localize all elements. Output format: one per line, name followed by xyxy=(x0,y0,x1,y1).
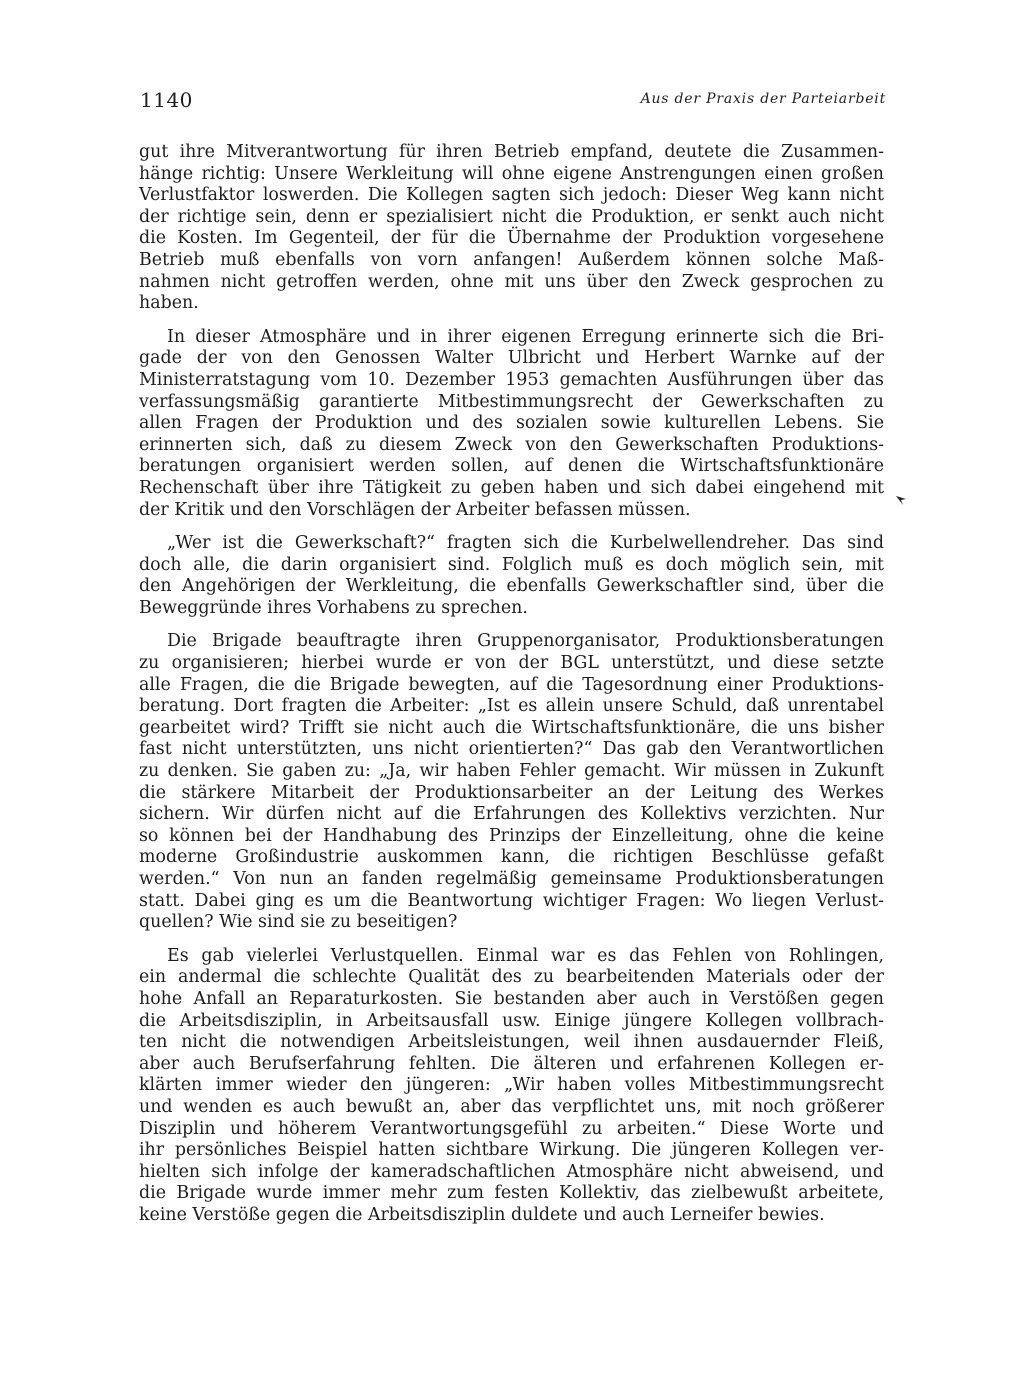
text-line: In dieser Atmosphäre und in ihrer eigenen Erregung erinnerte sich die Bri- xyxy=(167,326,884,347)
text-line: und wenden es auch bewußt an, aber das verpflichtet uns, mit noch größerer xyxy=(139,1096,884,1117)
paragraph xyxy=(139,631,884,933)
text-line: Beweggründe ihres Vorhabens zu sprechen. xyxy=(139,597,528,618)
text-line: hohe Anfall an Reparaturkosten. Sie bestanden aber auch in Verstößen gegen xyxy=(139,988,884,1009)
text-line: hänge richtig: Unsere Werkleitung will ohne eigene Anstrengungen einen großen xyxy=(139,163,884,184)
text-line: allen Fragen der Produktion und des sozialen sowie kulturellen Lebens. Sie xyxy=(139,413,884,434)
text-line: so können bei der Handhabung des Prinzips der Einzelleitung, ohne die keine xyxy=(139,825,884,846)
text-line: statt. Dabei ging es um die Beantwortung wichtiger Fragen: Wo liegen Verlust- xyxy=(139,890,884,911)
body-text xyxy=(139,142,884,1239)
text-line: hielten sich infolge der kameradschaftlichen Atmosphäre nicht abweisend, und xyxy=(139,1161,884,1182)
text-line: alle Fragen, die die Brigade bewegten, auf die Tagesordnung einer Produktions- xyxy=(139,674,884,695)
text-line: doch alle, die darin organisiert sind. Folglich muß es doch möglich sein, mit xyxy=(139,554,884,575)
text-line: erinnerten sich, daß zu diesem Zweck von den Gewerkschaften Produktions- xyxy=(139,434,884,455)
text-line: keine Verstöße gegen die Arbeitsdisziplin duldete und auch Lerneifer bewies. xyxy=(139,1204,825,1225)
running-head: Aus der Praxis der Parteiarbeit xyxy=(640,91,886,107)
paragraph xyxy=(139,533,884,619)
text-line: Es gab vielerlei Verlustquellen. Einmal war es das Fehlen von Rohlingen, xyxy=(167,945,884,966)
text-line: zu denken. Sie gaben zu: „Ja, wir haben Fehler gemacht. Wir müssen in Zukunft xyxy=(139,761,884,782)
text-line: die Arbeitsdisziplin, in Arbeitsausfall usw. Einige jüngere Kollegen vollbrach- xyxy=(139,1010,884,1031)
text-line: quellen? Wie sind sie zu beseitigen? xyxy=(139,912,458,933)
text-line: haben. xyxy=(139,293,199,314)
text-line: die Brigade wurde immer mehr zum festen Kollektiv, das zielbewußt arbeitete, xyxy=(139,1183,884,1204)
text-line: Verlustfaktor loswerden. Die Kollegen sagten sich jedoch: Dieser Weg kann nicht xyxy=(139,185,884,206)
text-line: werden.“ Von nun an fanden regelmäßig gemeinsame Produktionsberatungen xyxy=(139,869,884,889)
paragraph xyxy=(139,946,884,1227)
text-line: Rechenschaft über ihre Tätigkeit zu geben haben und sich dabei eingehend mit xyxy=(139,477,884,498)
text-line: gut ihre Mitverantwortung für ihren Betrieb empfand, deutete die Zusammen- xyxy=(139,142,884,162)
text-line: ihr persönliches Beispiel hatten sichtbare Wirkung. Die jüngeren Kollegen ver- xyxy=(139,1140,884,1161)
text-line: nahmen nicht getroffen werden, ohne mit uns über den Zweck gesprochen zu xyxy=(139,271,884,292)
text-line: verfassungsmäßig garantierte Mitbestimmungsrecht der Gewerkschaften zu xyxy=(139,391,884,412)
text-line: der richtige sein, denn er spezialisiert nicht die Produktion, er senkt auch nicht xyxy=(139,206,884,227)
text-line: Ministerratstagung vom 10. Dezember 1953 gemachten Ausführungen über das xyxy=(139,369,884,390)
margin-mark-icon xyxy=(895,494,907,506)
text-line: ein andermal die schlechte Qualität des zu bearbeitenden Materials oder der xyxy=(139,967,884,988)
text-line: gade der von den Genossen Walter Ulbricht und Herbert Warnke auf der xyxy=(139,348,884,369)
text-line: beratung. Dort fragten die Arbeiter: „Ist es allein unsere Schuld, daß unrentabel xyxy=(139,696,884,717)
text-line: Betrieb muß ebenfalls von vorn anfangen! Außerdem können solche Maß- xyxy=(139,249,884,270)
page-number: 1140 xyxy=(140,88,193,112)
paragraph xyxy=(139,142,884,315)
text-line: zu organisieren; hierbei wurde er von der BGL unterstützt, und diese setzte xyxy=(139,653,884,674)
text-line: beratungen organisiert werden sollen, auf denen die Wirtschaftsfunktionäre xyxy=(139,456,884,477)
text-line: die Kosten. Im Gegenteil, der für die Übernahme der Produktion vorgesehene xyxy=(139,228,884,249)
text-line: klärten immer wieder den jüngeren: „Wir haben volles Mitbestimmungsrecht xyxy=(139,1075,884,1096)
text-line: die stärkere Mitarbeit der Produktionsarbeiter an der Leitung des Werkes xyxy=(139,782,884,803)
text-line: aber auch Berufserfahrung fehlten. Die älteren und erfahrenen Kollegen er- xyxy=(139,1053,884,1074)
text-line: sichern. Wir dürfen nicht auf die Erfahrungen des Kollektivs verzichten. Nur xyxy=(139,804,884,825)
text-line: der Kritik und den Vorschlägen der Arbeiter befassen müssen. xyxy=(139,499,691,520)
text-line: moderne Großindustrie auskommen kann, die richtigen Beschlüsse gefaßt xyxy=(139,847,884,868)
text-line: Die Brigade beauftragte ihren Gruppenorganisator, Produktionsberatungen xyxy=(167,631,884,652)
text-line: den Angehörigen der Werkleitung, die ebenfalls Gewerkschaftler sind, über die xyxy=(139,576,884,597)
text-line: gearbeitet wird? Trifft sie nicht auch die Wirtschaftsfunktionäre, die uns bisher xyxy=(139,717,884,738)
paragraph xyxy=(139,327,884,521)
text-line: „Wer ist die Gewerkschaft?“ fragten sich die Kurbelwellendreher. Das sind xyxy=(167,533,884,554)
text-line: Disziplin und höherem Verantwortungsgefühl zu arbeiten.“ Diese Worte und xyxy=(139,1118,884,1139)
text-line: fast nicht unterstützten, uns nicht orientierten?“ Das gab den Verantwortlichen xyxy=(139,739,884,760)
text-line: ten nicht die notwendigen Arbeitsleistungen, weil ihnen ausdauernder Fleiß, xyxy=(139,1032,884,1053)
